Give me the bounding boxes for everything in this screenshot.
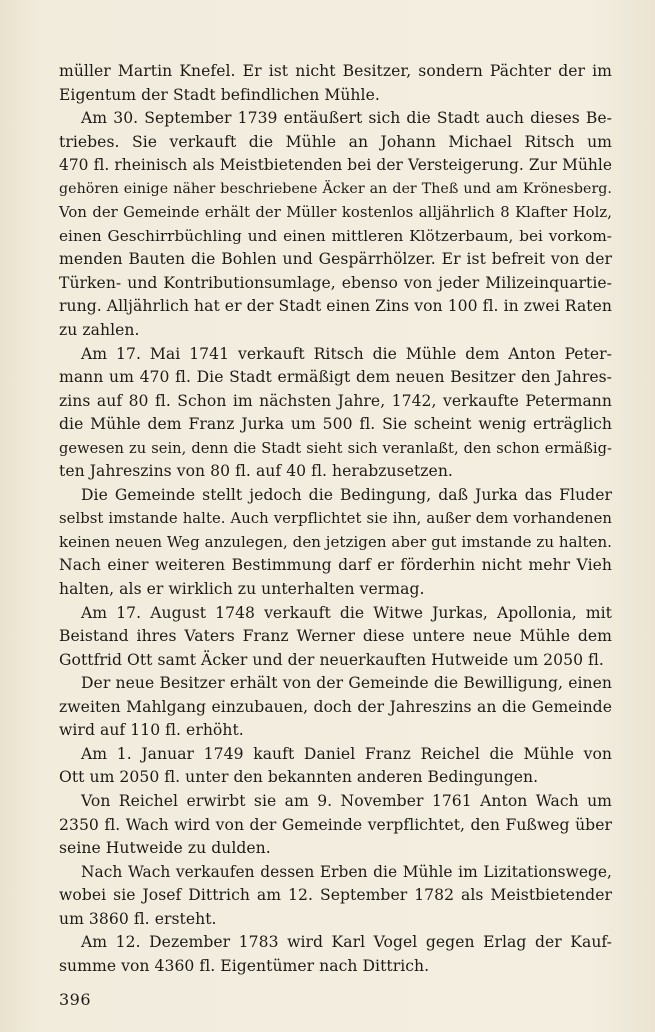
text-line: ten Jahreszins von 80 fl. auf 40 fl. herabzusetzen. [59,462,453,481]
text-line: triebes. Sie verkauft die Mühle an Johann Michael Ritsch um [59,132,612,151]
text-line: halten, als er wirklich zu unterhalten vermag. [59,580,425,599]
text-line: Am 30. September 1739 entäußert sich die Stadt auch dieses Be- [81,109,612,128]
text-line: keinen neuen Weg anzulegen, den jetzigen aber gut imstande zu halten. [59,532,612,551]
text-line: selbst imstande halte. Auch verpflichtet sie ihn, außer dem vorhandenen [59,510,612,528]
text-line: 470 fl. rheinisch als Meistbietenden bei der Versteigerung. Zur Mühle [59,156,612,175]
text-line: müller Martin Knefel. Er ist nicht Besitzer, sondern Pächter der im [59,62,612,80]
text-line: Ott um 2050 fl. unter den bekannten anderen Bedingungen. [59,768,539,787]
text-line: wobei sie Josef Dittrich am 12. September 1782 als Meistbietender [59,886,612,905]
text-line: zweiten Mahlgang einzubauen, doch der Jahreszins an die Gemeinde [59,697,612,716]
text-line: Der neue Besitzer erhält von der Gemeinde die Bewilligung, einen [81,674,612,693]
text-line: seine Hutweide zu dulden. [59,839,271,858]
text-line: rung. Alljährlich hat er der Stadt einen Zins von 100 fl. in zwei Raten [59,297,612,316]
body-text [59,60,612,978]
text-line: um 3860 fl. ersteht. [59,909,217,928]
text-line: Am 17. Mai 1741 verkauft Ritsch die Mühle dem Anton Peter- [81,344,612,363]
text-line: Türken- und Kontributionsumlage, ebenso von jeder Milizeinquartie- [59,273,612,292]
text-line: Eigentum der Stadt befindlichen Mühle. [59,85,380,104]
text-line: Nach einer weiteren Bestimmung darf er förderhin nicht mehr Vieh [59,556,612,575]
text-line: summe von 4360 fl. Eigentümer nach Dittrich. [59,956,430,975]
text-line: mann um 470 fl. Die Stadt ermäßigt dem neuen Besitzer den Jahres- [59,368,612,387]
text-line: menden Bauten die Bohlen und Gespärrhölzer. Er ist befreit von der [59,250,612,269]
text-line: Beistand ihres Vaters Franz Werner diese untere neue Mühle dem [59,627,612,646]
text-line: Am 1. Januar 1749 kauft Daniel Franz Reichel die Mühle von [81,744,612,763]
page-number: 396 [59,990,92,1009]
text-line: zu zahlen. [59,321,140,340]
text-line: Von der Gemeinde erhält der Müller kostenlos alljährlich 8 Klafter Holz, [59,204,612,222]
text-line: gewesen zu sein, denn die Stadt sieht sich veranlaßt, den schon ermäßig- [59,439,612,457]
text-line: wird auf 110 fl. erhöht. [59,721,244,740]
text-line: Nach Wach verkaufen dessen Erben die Mühle im Lizitationswege, [81,862,612,881]
text-line: einen Geschirrbüchling und einen mittleren Klötzerbaum, bei vorkom- [59,226,612,245]
text-line: 2350 fl. Wach wird von der Gemeinde verpflichtet, den Fußweg über [59,815,612,834]
text-line: die Mühle dem Franz Jurka um 500 fl. Sie scheint wenig erträglich [59,415,612,434]
text-line: Am 12. Dezember 1783 wird Karl Vogel gegen Erlag der Kauf- [81,933,612,952]
text-line: Gottfrid Ott samt Äcker und der neuerkauften Hutweide um 2050 fl. [59,650,604,669]
text-line: gehören einige näher beschriebene Äcker an der Theß und am Krönesberg. [59,180,612,197]
text-line: Die Gemeinde stellt jedoch die Bedingung, daß Jurka das Fluder [81,485,612,504]
text-line: zins auf 80 fl. Schon im nächsten Jahre, 1742, verkaufte Petermann [59,391,612,410]
text-line: Von Reichel erwirbt sie am 9. November 1761 Anton Wach um [81,791,612,810]
text-line: Am 17. August 1748 verkauft die Witwe Jurkas, Apollonia, mit [81,603,612,622]
